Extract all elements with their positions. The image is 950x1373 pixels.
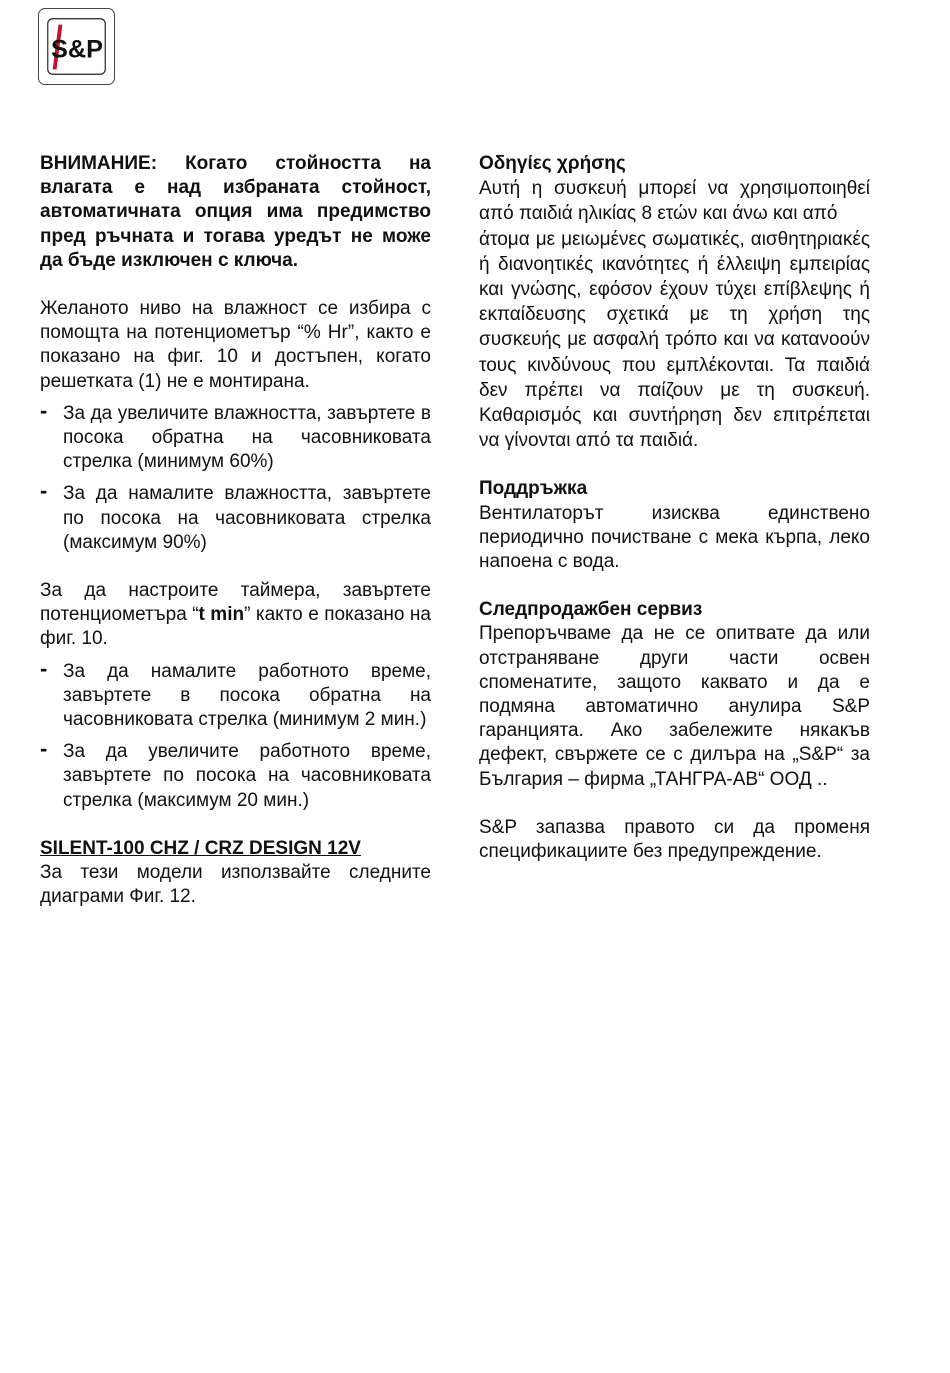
usage-heading: Οδηγίες χρήσης xyxy=(479,153,626,174)
maintenance-heading: Поддръжка xyxy=(479,478,588,500)
model-text: За тези модели използвайте следните диаграми Фиг. 12. xyxy=(40,862,431,908)
left-column xyxy=(40,152,431,909)
warning-text: Когато стойността на влагата е над избраната стойност, автоматичната опция има предимство пред ръчната и тогава уредът не може да бъде изключен с ключа. xyxy=(40,153,431,271)
humidity-list xyxy=(40,402,431,555)
timer-item-decrease: - За да намалите работното време, завъртете в посока обратна на часовниковата стрелка (минимум 2 мин.) xyxy=(40,660,431,733)
timer-intro-text-c: ” както е показано на фиг. 10. xyxy=(40,604,431,650)
rights-text: S&P запазва правото си да променя спецификациите без предупреждение. xyxy=(479,816,870,863)
timer-list xyxy=(40,660,431,813)
logo-text: S&P xyxy=(50,35,104,64)
timer-intro-text-a: За да настроите таймера, завъртете потенциометъра “ xyxy=(40,580,431,626)
usage-text-2: άτομα με μειωμένες σωματικές, αισθητηριακές ή διανοητικές ικανότητες ή έλλειψη εμπειρίας και γνώσης, εφόσον έχουν τύχει επίβλεψης ή εκπαίδευσης σχετικά με τη χρήση της συσκευής με ασφαλή τρόπο και να κατανοούν τους κινδύνους που εμπλέκονται. Τα παιδιά δεν πρέπει να παίζουν με τη συσκευή. Καθαρισμός και συντήρηση δεν επιτρέπεται να γίνονται από τα παιδιά. xyxy=(479,228,870,452)
humidity-intro: Желаното ниво на влажност се избира с помощта на потенциометър “% Hr”, както е показано на фиг. 10 и достъпен, когато решетката (1) не е монтирана. xyxy=(40,298,431,392)
warning-label: ВНИМАНИЕ: xyxy=(40,153,158,174)
maintenance-text: Вентилаторът изисква единствено периодично почистване с мека кърпа, леко напоена с вода. xyxy=(479,502,870,573)
model-heading: SILENT-100 CHZ / CRZ DESIGN 12V xyxy=(40,837,361,859)
service-text: Препоръчваме да не се опитвате да или отстраняване други части освен споменатите, защото каквато и да е подмяна автоматично анулира S&P гаранцията. Ако забележите някакъв дефект, свържете се с дилъра на „S&P“ за България – фирма „ТАНГРА-АВ“ ООД .. xyxy=(479,623,870,790)
sp-logo-mark xyxy=(39,9,114,84)
timer-knob-label: t min xyxy=(198,604,245,626)
timer-intro xyxy=(40,579,431,652)
humidity-item-increase: - За да увеличите влажността, завъртете в посока обратна на часовниковата стрелка (минимум 60%) xyxy=(40,402,431,475)
service-heading: Следпродажбен сервиз xyxy=(479,599,703,621)
warning-paragraph xyxy=(40,152,431,273)
timer-item-increase: - За да увеличите работното време, завъртете по посока на часовниковата стрелка (максимум 20 мин.) xyxy=(40,740,431,813)
usage-text-1: Αυτή η συσκευή μπορεί να χρησιμοποιηθεί από παιδιά ηλικίας 8 ετών και άνω και από xyxy=(479,178,870,225)
humidity-item-decrease: - За да намалите влажността, завъртете по посока на часовниковата стрелка (максимум 90%) xyxy=(40,482,431,555)
right-column xyxy=(479,152,870,864)
sp-logo xyxy=(38,8,115,85)
